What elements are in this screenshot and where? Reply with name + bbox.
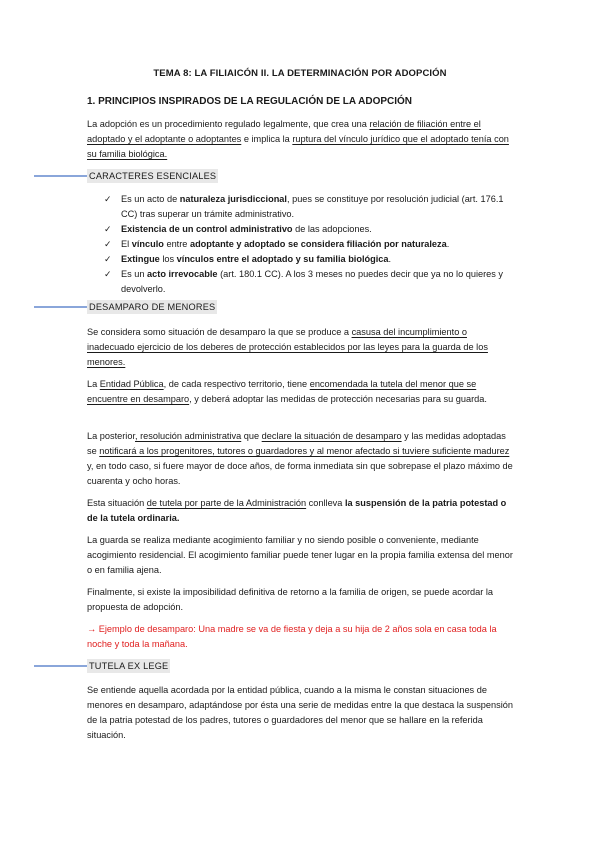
section-label-tutela: TUTELA EX LEGE [89, 661, 169, 671]
desamparo-paragraph-2: La Entidad Pública, de cada respectivo territorio, tiene encomendada la tutela del menor que se encuentre en desamparo, y deberá adoptar las medidas de protección necesarias para su guarda. [87, 379, 487, 404]
check-icon: ✓ [104, 224, 112, 234]
page-title: TEMA 8: LA FILIAICÓN II. LA DETERMINACIÓN POR ADOPCIÓN [153, 68, 447, 79]
desamparo-paragraph-3: La posterior, resolución administrativa que declare la situación de desamparo y las medidas adoptadas se notificará a los progenitores, tutores o guardadores y al menor afectado si tuviere suficiente madurez y, en todo caso, si fuere mayor de doce años, de forma inmediata sin que sobrepase el plazo máximo de cuarenta y ocho horas. [87, 431, 513, 486]
list-item: ✓ El vínculo entre adoptante y adoptado se considera filiación por naturaleza. [104, 237, 516, 252]
check-icon: ✓ [104, 239, 112, 249]
intro-text-2: e implica la [241, 134, 293, 144]
list-item: ✓ Extingue los vínculos entre el adoptado y su familia biológica. [104, 252, 516, 267]
section-label-desamparo: DESAMPARO DE MENORES [89, 302, 216, 312]
caracteres-list [104, 192, 516, 297]
desamparo-paragraph-5: La guarda se realiza mediante acogimiento familiar y no siendo posible o conveniente, mediante acogimiento residencial. El acogimiento familiar puede tener lugar en la propia familia extensa del menor o en familia ajena. [87, 535, 513, 575]
check-icon: ✓ [104, 269, 112, 279]
list-item: ✓ Es un acto irrevocable (art. 180.1 CC). A los 3 meses no puedes decir que ya no lo quieres y devolverlo. [104, 269, 504, 294]
intro-underline-1: relación de filiación entre el adoptado y el adoptante o adoptantes [87, 119, 481, 144]
tutela-paragraph: Se entiende aquella acordada por la entidad pública, cuando a la misma le constan situaciones de menores en desamparo, adaptándose por ésta una serie de medidas entre la que destaca la suspensión de la patria potestad de los padres, tutores o guardadores del menor que se hallare en la referida situación. [87, 685, 513, 740]
intro-underline-2: ruptura del vínculo jurídico que el adoptado tenía con su familia biológica. [87, 134, 509, 159]
desamparo-paragraph-4: Esta situación de tutela por parte de la Administración conlleva la suspensión de la patria potestad o de la tutela ordinaria. [87, 498, 507, 523]
section-label-caracteres: CARACTERES ESENCIALES [89, 171, 217, 181]
intro-text-1: La adopción es un procedimiento regulado legalmente, que crea una [87, 119, 370, 129]
check-icon: ✓ [104, 254, 112, 264]
desamparo-example: → Ejemplo de desamparo: Una madre se va de fiesta y deja a su hija de 2 años sola en casa toda la noche y toda la mañana. [87, 624, 497, 649]
section-heading-principios: 1. PRINCIPIOS INSPIRADOS DE LA REGULACIÓN DE LA ADOPCIÓN [87, 96, 413, 107]
check-icon: ✓ [104, 194, 112, 204]
desamparo-paragraph-1: Se considera somo situación de desamparo la que se produce a casusa del incumplimiento o inadecuado ejercicio de los deberes de protección establecidos por las leyes para la guarda de los menores. [87, 327, 488, 367]
list-item: ✓ Es un acto de naturaleza jurisdiccional, pues se constituye por resolución judicial (art. 176.1 CC) tras superar un trámite administrativo. [104, 194, 504, 219]
intro-paragraph [87, 117, 515, 162]
desamparo-paragraph-6: Finalmente, si existe la imposibilidad definitiva de retorno a la familia de origen, se puede acordar la propuesta de adopción. [87, 587, 494, 612]
list-item: ✓ Existencia de un control administrativo de las adopciones. [104, 222, 516, 237]
